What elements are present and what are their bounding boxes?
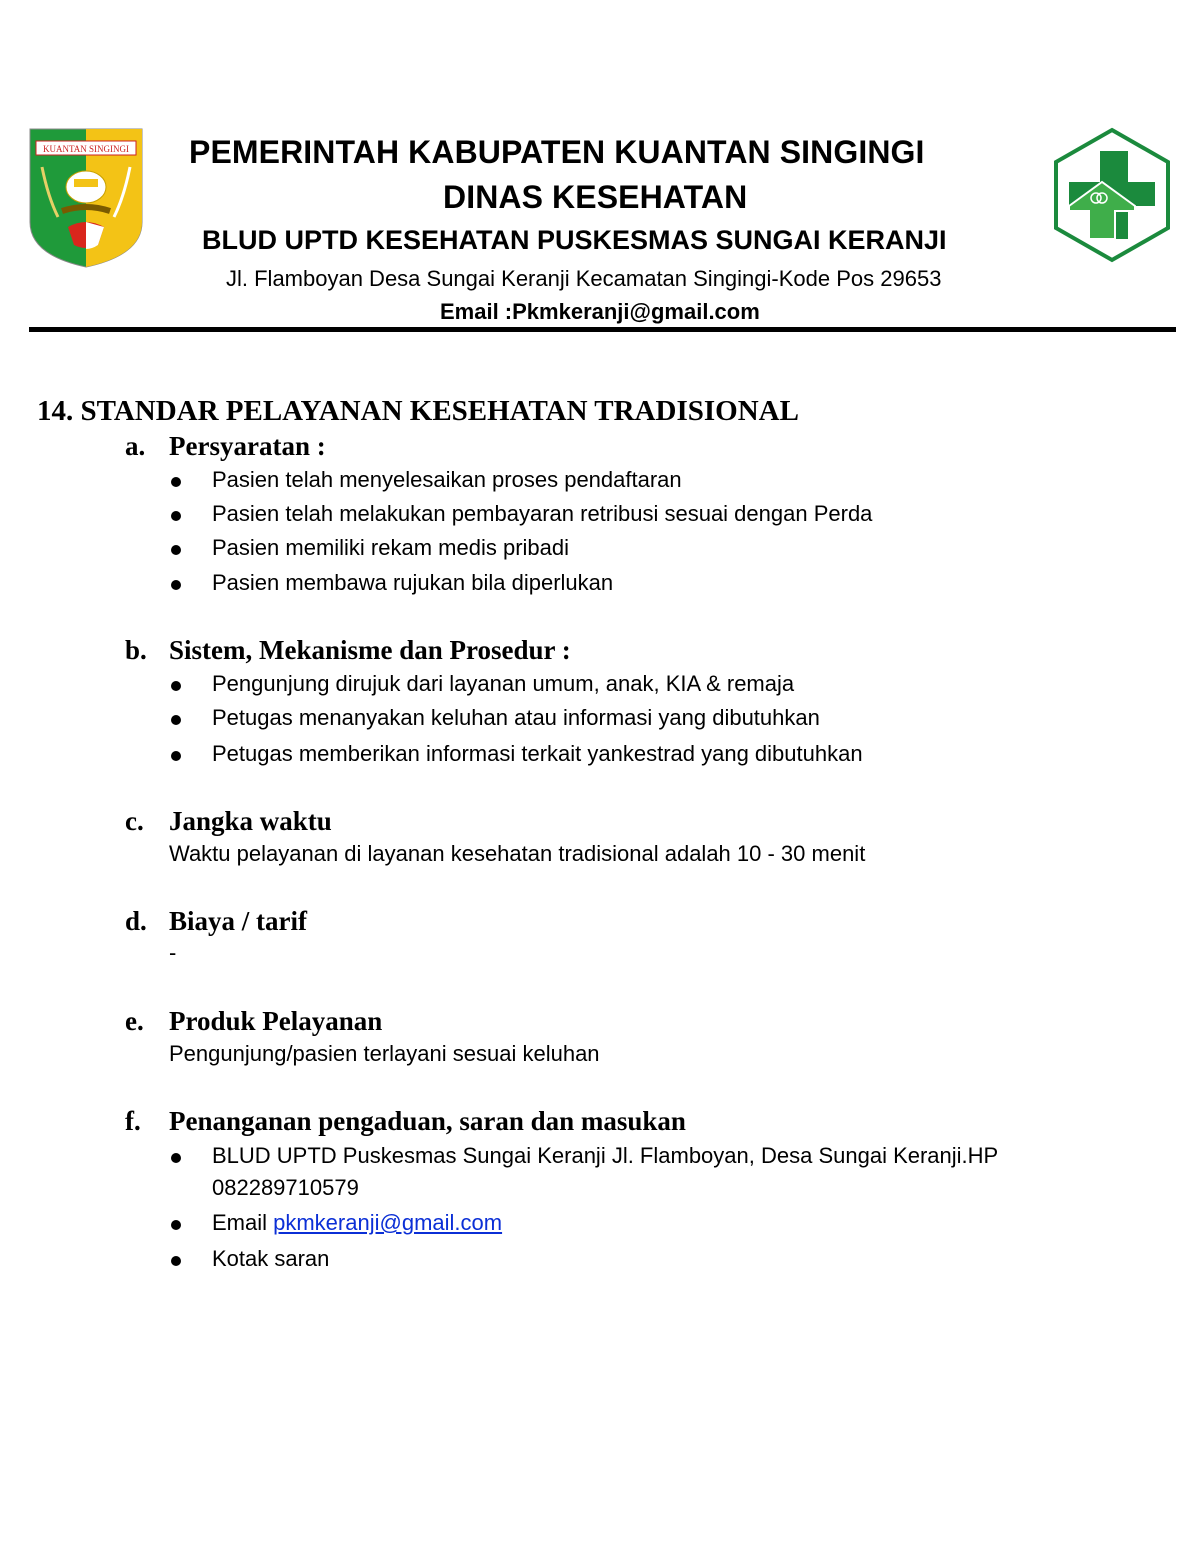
list-item: Kotak saran: [212, 1246, 330, 1271]
bullet-icon: [171, 1220, 181, 1230]
bullet-icon: [171, 545, 181, 555]
section-d-heading: Biaya / tarif: [169, 906, 307, 936]
section-e-text: Pengunjung/pasien terlayani sesuai keluhan: [169, 1041, 600, 1066]
email-link[interactable]: pkmkeranji@gmail.com: [273, 1210, 503, 1235]
list-item: [212, 1210, 502, 1236]
section-b-heading: Sistem, Mekanisme dan Prosedur :: [169, 635, 571, 665]
list-item: Pasien telah melakukan pembayaran retribusi sesuai dengan Perda: [212, 501, 873, 526]
section-c-heading: Jangka waktu: [169, 806, 332, 836]
bullet-icon: [171, 1153, 181, 1163]
bullet-icon: [171, 477, 181, 487]
section-f-letter: f.: [125, 1106, 141, 1136]
list-item: Petugas menanyakan keluhan atau informasi yang dibutuhkan: [212, 705, 820, 730]
bullet-icon: [171, 681, 181, 691]
document-title: 14. STANDAR PELAYANAN KESEHATAN TRADISIONAL: [37, 395, 799, 427]
bullet-icon: [171, 511, 181, 521]
section-e-letter: e.: [125, 1006, 144, 1036]
bullet-icon: [171, 1256, 181, 1266]
section-a-heading: Persyaratan :: [169, 431, 326, 461]
letterhead-government: PEMERINTAH KABUPATEN KUANTAN SINGINGI: [189, 134, 925, 170]
letterhead-email: Email :Pkmkeranji@gmail.com: [440, 299, 760, 324]
letterhead-address: Jl. Flamboyan Desa Sungai Keranji Kecamatan Singingi-Kode Pos 29653: [226, 266, 942, 291]
list-item: BLUD UPTD Puskesmas Sungai Keranji Jl. Flamboyan, Desa Sungai Keranji.HP: [212, 1143, 999, 1168]
section-c-text: Waktu pelayanan di layanan kesehatan tradisional adalah 10 - 30 menit: [169, 841, 866, 866]
section-c-letter: c.: [125, 806, 144, 836]
section-e-heading: Produk Pelayanan: [169, 1006, 383, 1036]
list-item: Petugas memberikan informasi terkait yankestrad yang dibutuhkan: [212, 741, 863, 766]
bullet-icon: [171, 715, 181, 725]
section-d-letter: d.: [125, 906, 147, 936]
letterhead-department: DINAS KESEHATAN: [443, 179, 748, 215]
letterhead-divider: [29, 327, 1176, 332]
list-item: Pengunjung dirujuk dari layanan umum, anak, KIA & remaja: [212, 671, 795, 696]
svg-text:KUANTAN SINGINGI: KUANTAN SINGINGI: [42, 144, 130, 154]
section-d-text: -: [169, 940, 177, 965]
section-b-letter: b.: [125, 635, 147, 665]
email-label: Email: [212, 1210, 274, 1235]
section-a-letter: a.: [125, 431, 146, 461]
list-item: Pasien membawa rujukan bila diperlukan: [212, 570, 614, 595]
list-item: Pasien telah menyelesaikan proses pendaftaran: [212, 467, 682, 492]
regency-coat-of-arms-icon: [28, 127, 144, 269]
letterhead-institution: BLUD UPTD KESEHATAN PUSKESMAS SUNGAI KERANJI: [202, 225, 947, 255]
puskesmas-logo-icon: [1053, 127, 1171, 263]
bullet-icon: [171, 751, 181, 761]
section-f-heading: Penanganan pengaduan, saran dan masukan: [169, 1106, 686, 1136]
list-item-continuation: 082289710579: [212, 1175, 359, 1200]
list-item: Pasien memiliki rekam medis pribadi: [212, 535, 570, 560]
bullet-icon: [171, 580, 181, 590]
